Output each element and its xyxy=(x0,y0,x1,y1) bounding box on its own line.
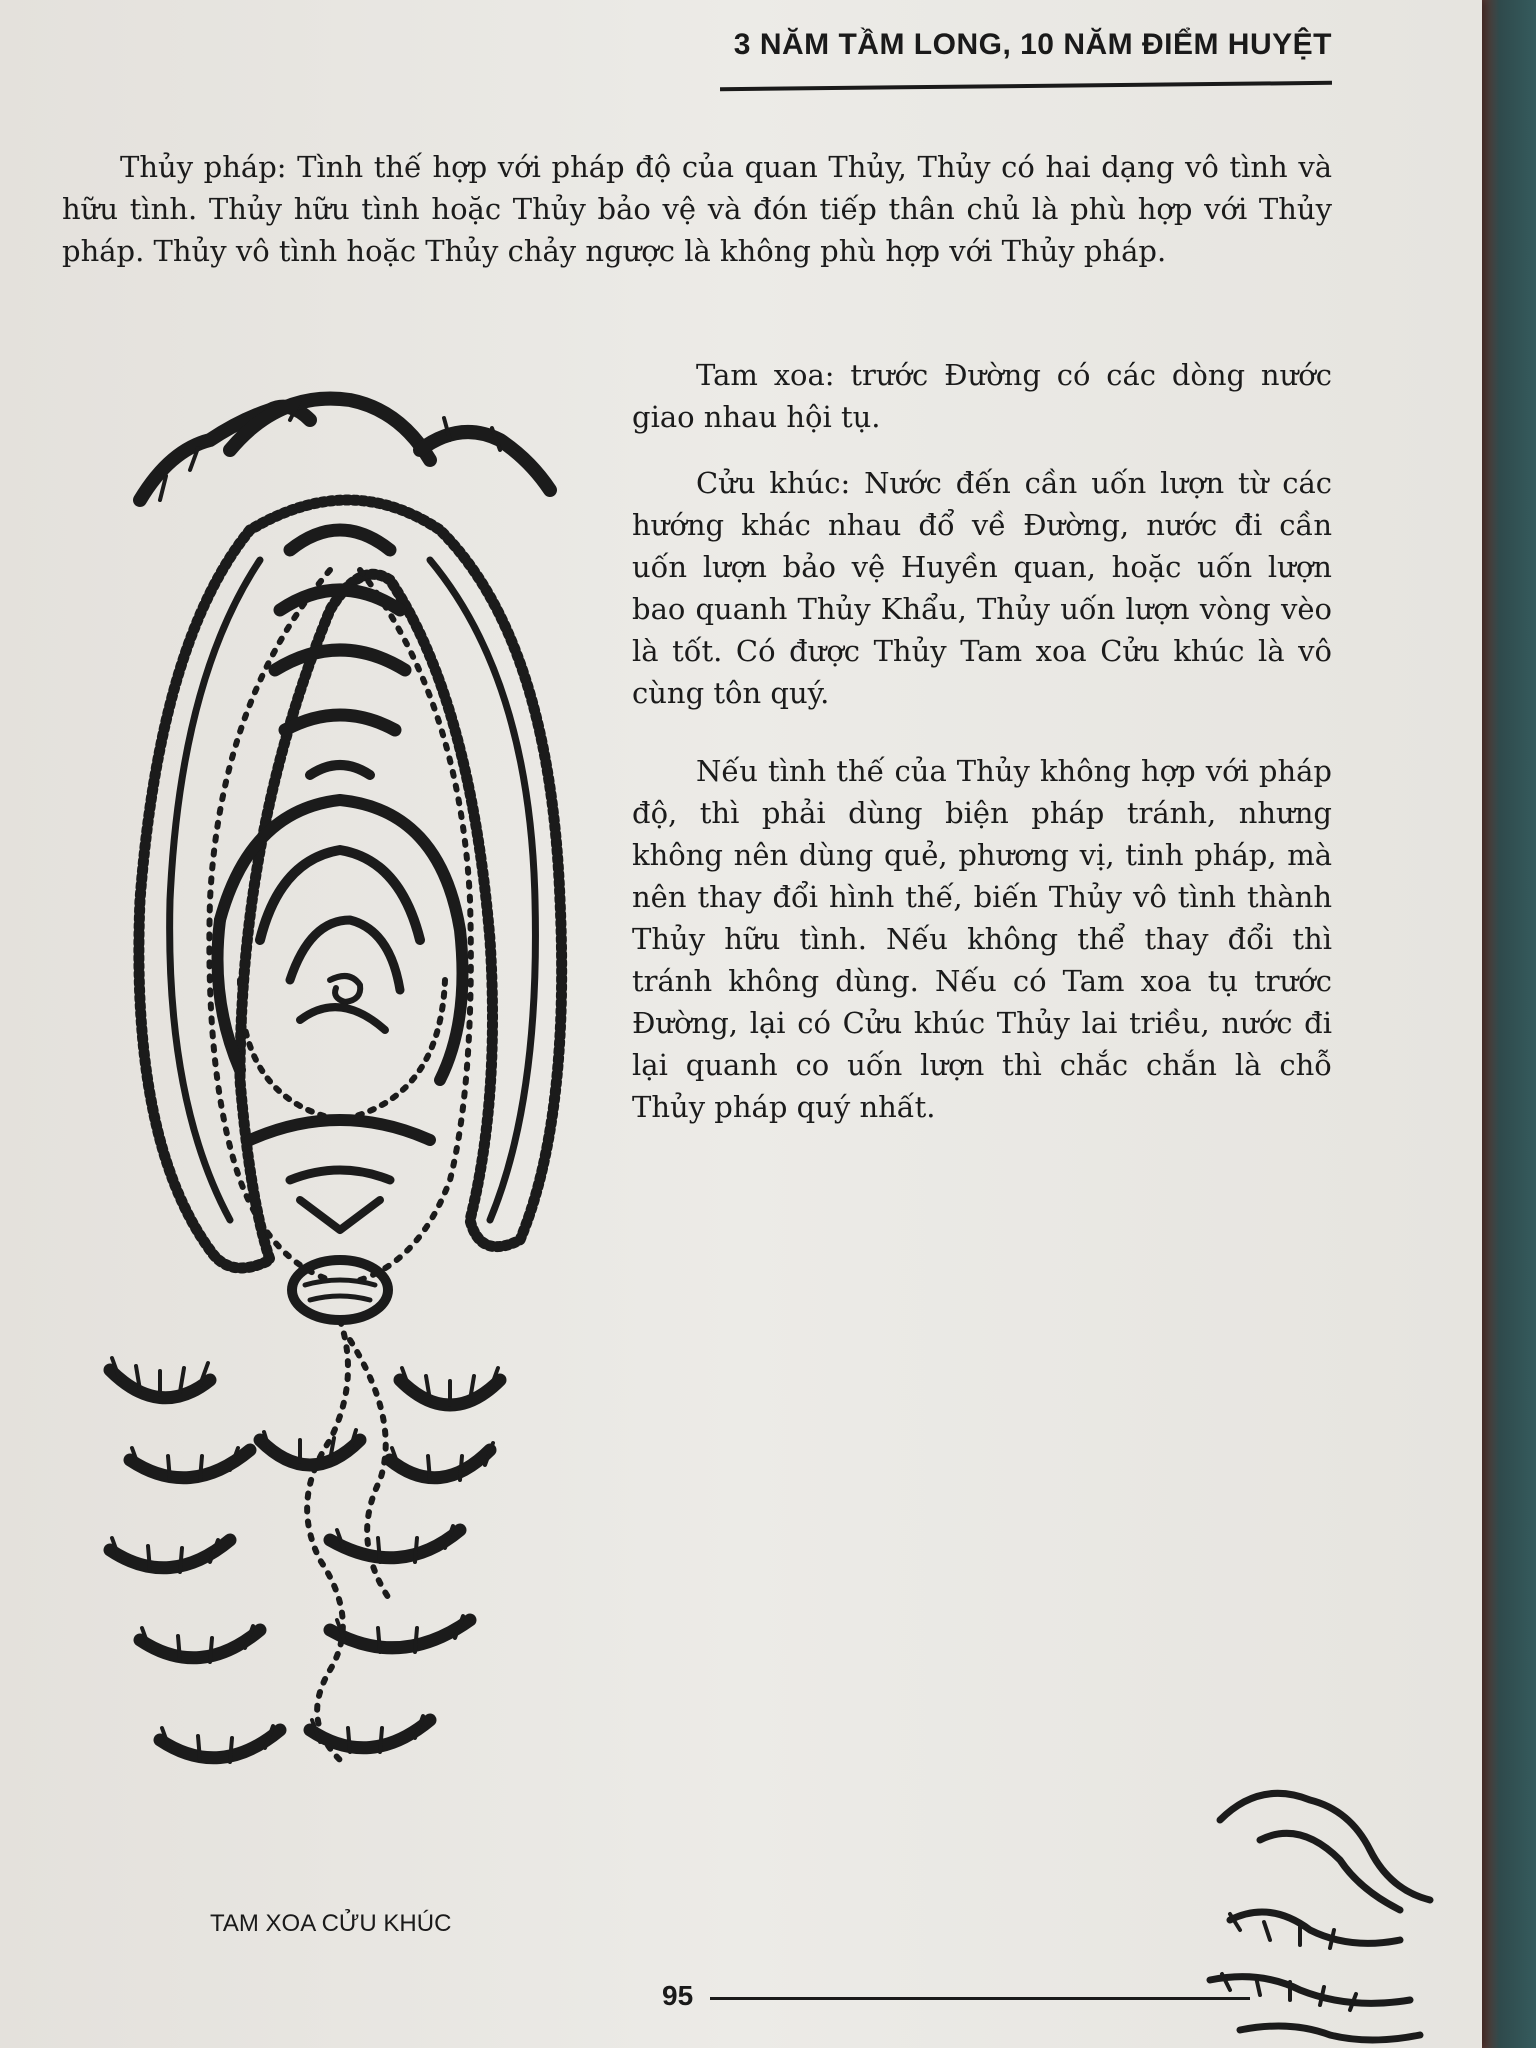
lower-ridge-row-4-left xyxy=(140,1630,260,1658)
inner-ridge-1 xyxy=(290,530,390,550)
tam-xoa-cuu-khuc-illustration xyxy=(100,380,600,1860)
intro-paragraph: Thủy pháp: Tình thế hợp với pháp độ của quan Thủy, Thủy có hai dạng vô tình và hữu tình. Thủy hữu tình hoặc Thủy bảo vệ và đón tiếp thân chủ là phù hợp với Thủy pháp. Thủy vô tình hoặc Thủy chảy ngược là không phù hợp với Thủy pháp. xyxy=(62,150,1332,268)
paragraph-cuu-khuc: Cửu khúc: Nước đến cần uốn lượn từ các hướng khác nhau đổ về Đường, nước đi cần uốn lượn bảo vệ Huyền quan, hoặc uốn lượn bao quanh Thủy Khẩu, Thủy uốn lượn vòng vèo là tốt. Có được Thủy Tam xoa Cửu khúc là vô cùng tôn quý. xyxy=(632,466,1332,710)
footer-rule xyxy=(710,1997,1250,2000)
central-arc-mid xyxy=(260,850,420,940)
inner-ridge-3 xyxy=(275,650,405,670)
top-ridge-right xyxy=(420,432,550,490)
lower-ridge-row-2-right xyxy=(390,1450,490,1478)
inner-ridge-4 xyxy=(285,715,395,730)
paragraph-thuy-phap: Nếu tình thế của Thủy không hợp với pháp độ, thì phải dùng biện pháp tránh, nhưng không nên dùng quẻ, phương vị, tinh pháp, mà nên thay đổi hình thế, biến Thủy vô tình thành Thủy hữu tình. Nếu không thể thay đổi thì tránh không dùng. Nếu có Tam xoa tụ trước Đường, lại có Cửu khúc Thủy lai triều, nước đi lại quanh co uốn lượn thì chắc chắn là chỗ Thủy pháp quý nhất. xyxy=(632,754,1332,1124)
corner-mountain-ornament xyxy=(1200,1780,1440,2048)
figure-caption: TAM XOA CỬU KHÚC xyxy=(210,1910,452,1937)
paragraph-tam-xoa: Tam xoa: trước Đường có các dòng nước giao nhau hội tụ. xyxy=(632,358,1332,434)
inner-base-ridge xyxy=(250,1120,430,1140)
water-pool xyxy=(292,1260,388,1320)
valley-v xyxy=(300,1200,380,1230)
central-spiral xyxy=(330,976,360,1002)
lower-ridge-row-5-left xyxy=(160,1730,280,1758)
page-number: 95 xyxy=(662,1980,694,2011)
header-rule xyxy=(720,81,1332,91)
running-header: 3 NĂM TẦM LONG, 10 NĂM ĐIỂM HUYỆT xyxy=(733,28,1332,61)
